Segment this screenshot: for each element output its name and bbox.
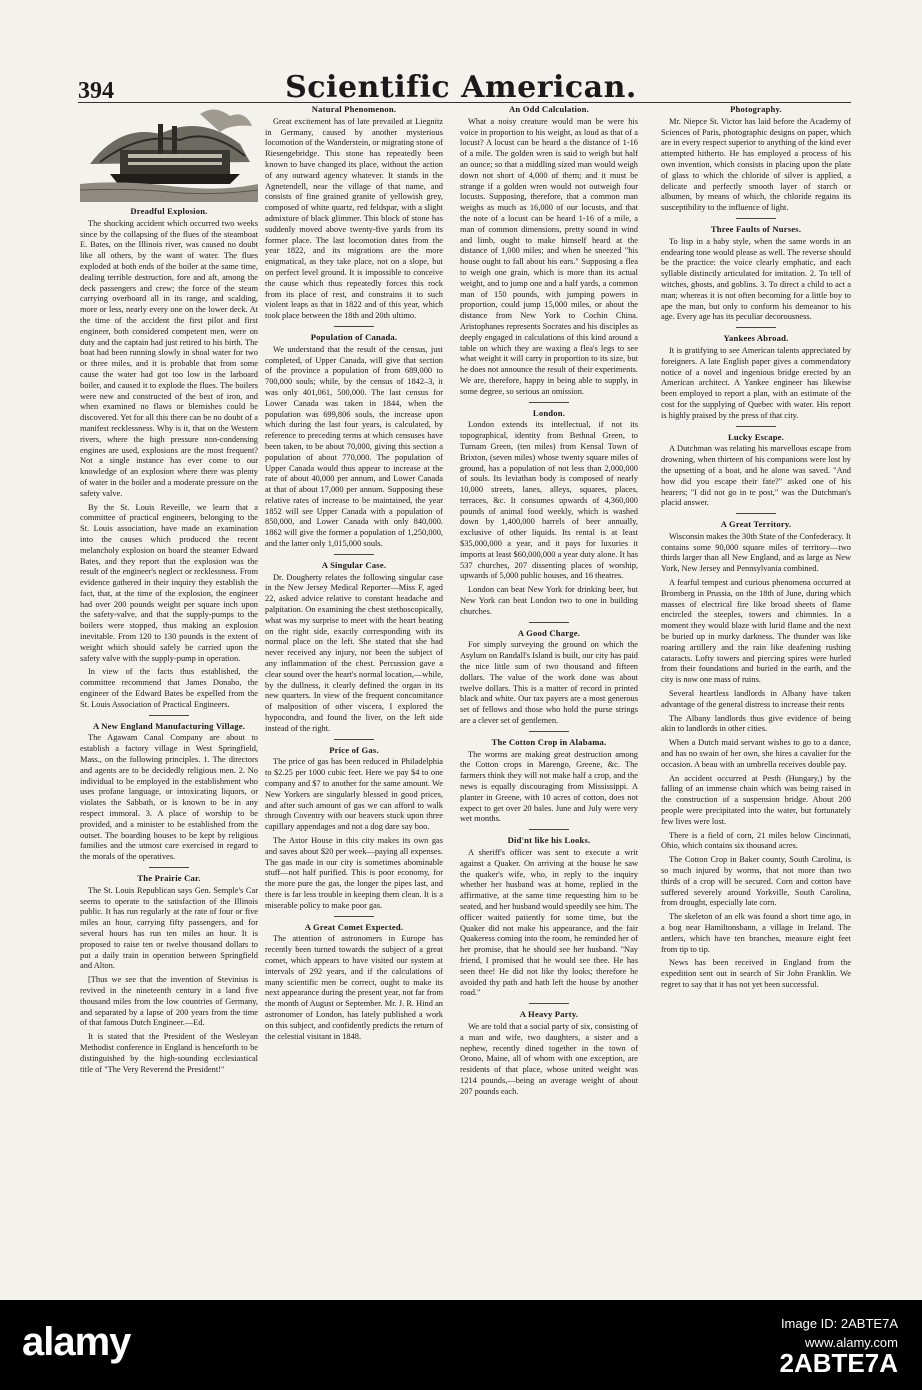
article-title: A New England Manufacturing Village.	[92, 720, 246, 731]
article-title: Dreadful Explosion.	[130, 206, 208, 216]
article-paragraph: To lisp in a baby style, when the same words in an endearing tone would please as well. The reverse should be the practice: the voice clearly emphatic, and each syllable distinctly articulated for imitation. 2. To tell of witches, ghosts, and goblins. 3. To direct a child to act a man; whereas it is not often becoming for a little boy to ape the man, but only to conform his demeanor to his age. Every age has its peculiar decorousness.	[661, 236, 851, 322]
article-paragraph: A sheriff's officer was sent to execute a writ against a Quaker. On arriving at the house he saw the quaker's wife, who, in reply to the inquiry whether her husband was at home, replied in the affirmative, at the same time requesting him to be seated, and her husband would speedily see him. The officer waited patiently for some time, but the Quaker did not make his appearance, and the fair Quakeress coming into the room, he reminded her of her promise, that he should see her husband. "Nay friend, I promised that he would see thee. He has seen thee! He did not like thy looks; therefore he avoided thy path and hath left the house by another road."	[460, 848, 639, 998]
masthead-title: Scientific American.	[285, 70, 637, 105]
article-title: The Prairie Car.	[137, 873, 201, 884]
article-paragraph: Dr. Dougherty relates the following singular case in the New Jersey Medical Reporter—Miss F, aged 22, asked advice relative to constant headache and palpitation. On examining the chest stethoscopically, what was my surprise to meet with the heart beating on the right side, exactly corresponding with its normal place on the left. She stated that she had never received any injury, nor been the subject of any inflammation of the chest. Percussion gave a clear sound over the heart's normal location,—while, by the dullness, it clearly defined the organ in its new quarters. In view of the frequent concomitance of malposition of other viscera, I explored the hypocondra, and found the liver, on the left side instead of the right.	[265, 572, 443, 733]
steamboat-explosion-engraving	[80, 104, 258, 202]
article-paragraph: Wisconsin makes the 30th State of the Confederacy. It contains some 90,000 square miles of territory—two thirds larger than all New England, and as large as New York, New Jersey and Pennsylvania combined.	[661, 531, 851, 574]
article-separator	[149, 715, 189, 716]
article-paragraph: What a noisy creature would man be were his voice in proportion to his weight, as loud as that of a locust? A locust can be heard a the distance of 1-16 of a mile. The golden wren is said to weigh but half an ounce; so that a middling sized man would weigh down not short of 4,000 of them; and it must be strange if a golden wren would not outweigh four locusts. Supposing, therefore, that a common man weighs as much as 16,000 of our locusts, and that the note of a locust can be heard 1-16 of a mile, a man of common dimensions, pretty sound in wind and limb, ought to make himself heard at the distance of 1,000 miles; and when he sneezed "his house ought to fall about his ears." Supposing a flea to weigh one grain, which is more than its actual weight, and to jump one and a half yards, a common man of 150 pounds, with jumping powers in proportion, could jump 15,000 miles, or about the distance from New York to Cochin China. Aristophanes represents Socrates and his disciples as deeply engaged in calculations of this kind around a table on which they are waxing a flea's legs to see what weight it will carry in proportion to its size, but he does not announce the result of their experiments. We are, therefore, happy in being able to supply, in some degree, so serious an omission.	[460, 116, 638, 396]
article-title: A Heavy Party.	[519, 1009, 579, 1020]
article-separator	[529, 622, 569, 623]
article-paragraph: News has been received in England from the expedition sent out in search of Sir John Franklin. We regret to say that it has not yet been successful.	[661, 958, 851, 989]
article-separator	[736, 218, 776, 219]
column-4	[661, 104, 851, 994]
article-title: The Cotton Crop in Alabama.	[491, 736, 607, 747]
article-paragraph: There is a field of corn, 21 miles below Cincinnati, Ohio, which contains six thousand acres.	[661, 830, 851, 851]
article-paragraph: The price of gas has been reduced in Philadelphia to $2.25 per 1000 cubic feet. Here we pay $4 to one company and $7 to another for the same amount. We New Yorkers are singularly blessed in good prices, and after such amount of gas we can afford to walk through Coventry with our beavers stuck upon three capillary appendages and not a dog dare say boo.	[265, 757, 443, 832]
article-paragraph: By the St. Louis Reveille, we learn that a committee of practical engineers, belonging to the St. Louis association, have made an examination into the causes which produced the recent melancholy explosion on board the steamer Edward Bates, and they report that the explosion was the result of the engineer's neglect or recklessness. From evidence gathered in their inquiry they establish the fact, that, at the time of the explosion, the engineer had over 200 pounds weight per square inch upon the safety-valve, and that the supply-pumps to the boilers were stopped, thus making an explosion inevitable. From 120 to 130 pounds is the extent of weight which should safely be carried upon the safety valve with the supply-pump in operation.	[80, 502, 258, 663]
watermark-url: www.alamy.com	[805, 1335, 898, 1350]
article-paragraph: The Albany landlords thus give evidence of being akin to landlords in other cities.	[661, 713, 851, 734]
article-paragraph: It is stated that the President of the Wesleyan Methodist conference in England is henceforth to be distinguished by the high-sounding ecclesiastical title of "The Very Reverend the President!"	[80, 1032, 258, 1074]
article-paragraph: [Thus we see that the invention of Stevinius is revived in the nineteenth century in a land five thousand miles from the low countries of Germany, and separated by a lapse of 200 years from the time of that famous Dutch Engineer.—Ed.	[80, 975, 258, 1028]
watermark-info	[779, 1314, 898, 1378]
stock-watermark-bar	[0, 1300, 922, 1390]
article-paragraph: London can beat New York for drinking beer, but New York can beat London two to one in building churches.	[460, 585, 638, 616]
watermark-image-id: Image ID: 2ABTE7A	[780, 1316, 898, 1331]
article-title: London.	[532, 407, 566, 418]
article-title: Did'nt like his Looks.	[507, 835, 591, 846]
article-paragraph: Great excitement has of late prevailed at Liegnitz in Germany, caused by another mysterious locomotion of the Wanderstein, or migrating stone of Riesengebridge. This stone has repeatedly been known to have changed its place, without the action of any outward agency whatever. It stands in the Agnetendell, near the village of that name, and consists of fine grained granite of yellowish grey, composed of white quartz, red feldspar, with a slight admixture of black glimmer. This block of stone has suddenly moved above twenty-five yards from its former place. The last locomotion dates from the year 1822, and its migrations are the more enigmatical, as they take place, not on a slope, but on perfect level ground. It is impossible to conceive the cause which thus repeatedly forces this rock from its place of rest, and constrains it to such violent leaps as that in 1822 and of this year, which took place between the 18th and 20th ultimo.	[265, 116, 443, 321]
article-paragraph: The skeleton of an elk was found a short time ago, in a bog near Hamiltonsbann, a village in Ireland. The antlers, which have ten branches, measure eight feet from tip to tip.	[661, 912, 851, 954]
article-paragraph: The Cotton Crop in Baker county, South Carolina, is so much injured by worms, that not more than two thirds of a crop will be secured. Corn and cotton have suffered severely around Yorkville, South Carolina, from drought, especially late corn.	[661, 855, 851, 908]
article-paragraph: The St. Louis Republican says Gen. Semple's Car seems to operate to the satisfaction of the Illinois public. It has run regularly at the rate of four or five miles an hour, carrying fifty passengers, and for several hours has run ten miles an hour. It is proposed to raise ten or twelve thousand dollars to put a daily train in operation between Springfield and Alton.	[80, 885, 258, 971]
article-separator	[334, 554, 374, 555]
article-paragraph: A Dutchman was relating his marvellous escape from drowning, when thirteen of his companions were lost by the upsetting of a boat, and he alone was saved. "And how did you escape their fate?" asked one of his hearers; "I did not go in te post," was the Dutchman's placid answer.	[661, 444, 851, 508]
article-separator	[736, 327, 776, 328]
watermark-id-large: 2ABTE7A	[779, 1348, 898, 1378]
article-separator	[529, 731, 569, 732]
article-title: Yankees Abroad.	[723, 333, 789, 344]
article-separator	[334, 739, 374, 740]
column-3	[460, 104, 638, 1101]
column-1-articles	[80, 206, 258, 1075]
article-paragraph: An accident occurred at Pesth (Hungary,) by the falling of an immense chain which was being raised in the construction of a suspension bridge. About 200 people were precipitated into the water, but fortunately few lives were lost.	[661, 773, 851, 826]
article-title: Three Faults of Nurses.	[710, 223, 802, 234]
article-title: A Great Comet Expected.	[304, 921, 404, 932]
article-title: Photography.	[730, 104, 782, 114]
article-title: Lucky Escape.	[727, 431, 785, 442]
page-number: 394	[78, 78, 114, 104]
article-separator	[334, 326, 374, 327]
article-separator	[529, 1003, 569, 1004]
article-separator	[529, 829, 569, 830]
article-paragraph: Mr. Niepce St. Victor has laid before the Academy of Sciences of Paris, photographic designs on paper, which are in every respect superior to anything of the kind ever attempted hitherto. He has employed a process of his own invention, which consists in placing upon the plate of glass to which the chloride of silver is applied, a delicate and perfectly smooth layer of starch or albumen, by means of which, the chloride regains its susceptibility to the influence of light.	[661, 116, 851, 213]
article-paragraph: The attention of astronomers in Europe has recently been turned towards the subject of a great comet, which appears to have visited our system at intervals of 292 years, and if the calculations of many scientific men be correct, ought to make its next appearance during the present year, not far from the month of August or September. Mr. J. R. Hind an astronomer of London, has lately published a work on this subject, and confidently predicts the return of the celestial visitant in 1848.	[265, 934, 443, 1041]
column-3-articles	[460, 104, 638, 1098]
article-paragraph: In view of the facts thus established, the committee recommend that James Donaho, the engineer of the Edward Bates be expelled from the St. Louis Association of Practical Engineers.	[80, 667, 258, 709]
article-paragraph: A fearful tempest and curious phenomena occurred at Bromberg in Prussia, on the 18th of June, during which masses of electrical fire like broad sheets of flame encircled the steeples, towers and chimnies. In a moment they would blaze with lurid flame and the next be buried up in murky darkness. The thunder was like roaring artillery and the rain like deafening rushing cataracts. Lofty towers and piercing spires were hurled from their foundations and buried in the earth, and the city is now one mass of ruins.	[661, 578, 851, 685]
article-paragraph: We understand that the result of the census, just completed, of Upper Canada, will give that section of the province a population of from 689,000 to 700,000 souls; while, by the census of 1842–3, it was only 401,061, 500,000. The last census for Lower Canada was taken in 1844, when the population was 699,806 souls, the increase upon which during the last four years, is calculated, by reference to preceding terms at which censuses have been taken, to be about 70,000, giving this section a population of about 770,000. The population of Upper Canada would thus appear to increase at the rate of about 40,000 per annum, and Lower Canada at that of about 17,000 per annum. Supposing these relative rates of increase to be maintained, the year 1852 will see Upper Canada with a population of 850,000, and Lower Canada with only 840,000. 1862 will give the former a population of 1,250,000, and the latter only 1,015,000 souls.	[265, 344, 443, 549]
article-title: Population of Canada.	[310, 331, 398, 342]
article-paragraph: We are told that a social party of six, consisting of a man and wife, two daughters, a sister and a nephew, recently dined together in the town of Orono, Maine, all of whom with one exception, are residents of that place, whose united weight was 1214 pounds,—being an average weight of about 207 pounds each.	[460, 1021, 638, 1096]
article-title: Natural Phenomenon.	[311, 104, 397, 114]
column-4-articles	[661, 104, 851, 991]
article-separator	[529, 402, 569, 403]
article-paragraph: The Astor House in this city makes its own gas and saves about $20 per week—paying all expenses. The gas made in our city is sometimes abominable stuff—not half purified. This is poor economy, for the more pure the gas, the longer the pipes last, and there is far less trouble in keeping them clean. It is a miserable policy to make poor gas.	[265, 836, 443, 910]
column-2-articles	[265, 104, 443, 1042]
article-separator	[334, 916, 374, 917]
article-paragraph: Several heartless landlords in Albany have taken advantage of the general distress to increase their rents	[661, 689, 851, 709]
article-title: A Great Territory.	[720, 519, 792, 530]
article-separator	[736, 513, 776, 514]
article-separator	[736, 426, 776, 427]
article-title: A Singular Case.	[321, 559, 387, 570]
article-paragraph: The Agawam Canal Company are about to establish a factory village in West Springfield, Mass., on the following principles. 1. The directors and agents are to be decidedly religious men. 2. No individual to be employed in the establishment who uses profane language, or intoxicating liquors, or violates the Sabbath, or is known to be in any respect immoral. 3. A place of worship to be provided, and a minister to be established from the outset. The boarding houses to be kept by religious families and the utmost care exercised in regard to the morals of the operatives.	[80, 733, 258, 862]
column-2	[265, 104, 443, 1045]
article-title: An Odd Calculation.	[509, 104, 589, 114]
article-paragraph: For simply surveying the ground on which the Asylum on Randall's Island is built, our city has paid the nice little sum of two thousand and fifteen dollars. The value of the work done was about twelve dollars. This is a matter of record in printed black and white. Our tax payers are a most generous set of fellows and those who hold the purse strings are a clever set of gentlemen.	[460, 640, 638, 726]
watermark-brand: alamy	[22, 1320, 131, 1364]
article-separator	[149, 867, 189, 868]
article-paragraph: The shocking accident which occurred two weeks since by the collapsing of the flues of the steamboat E. Bates, on the Illinois river, was caused no doubt like all others, by the want of water. The flues exploded at both ends of the boiler at the same time, dealing terrible destruction, fore and aft, among the deck passengers and crew; the force of the steam carrying overboard all in its range, and scalding, more or less, nearly every one on the lower deck. At the time of the accident the first pilot and first engineer, both considered competent men, were on duty and the captain had just retired to his birth. The boat had been running slowly in shoal water for two or three miles, and it is probable that from some cause the water had got too low in the larboard boiler, and caused it to explode the flues. The boilers were new and constructed of the best of iron, and when examined no flaws or blemishes could be discovered. Yet for all this there can be no doubt of a manifest recklessness. Why is it, that on the Western rivers, where the high pressure non-condensing engines are used, explosions are the most frequent? Not a single instance has ever come to our knowledge of an explosion where there was plenty of water in the boiler and a moderate pressure on the safety valve.	[80, 218, 258, 498]
article-title: Price of Gas.	[329, 744, 379, 755]
article-paragraph: When a Dutch maid servant wishes to go to a dance, and has no swain of her own, she hires a cavalier for the occasion. A beau with an umbrella receives double pay.	[661, 738, 851, 769]
article-paragraph: London extends its intellectual, if not its topographical, identity from Bethnal Green, to Turnam Green, (ten miles) from Kensal Town of Brixton, (seven miles) whose twenty square miles of ground, has a population of not less than 2,000,000 of souls. Its leviathan body is composed of nearly 10,000 streets, lanes, alleys, squares, places, terraces, &c. It consumes upwards of 4,360,000 pounds of animal food weekly, which is washed down by 1,400,000 barrels of beer annually, exclusive of other liquids. Its rental is at least $35,000,000 a year, and it pays for luxuries it imports at least $60,000,000 a year duty alone. It has 537 churches, 207 dissenting places of worship, upwards of 5,000 public houses, and 16 theatres.	[460, 420, 638, 581]
header-rule	[78, 102, 851, 103]
article-title: A Good Charge.	[517, 627, 581, 638]
column-1	[80, 104, 258, 1078]
article-paragraph: It is gratifying to see American talents appreciated by foreigners. A late English paper gives a commendatory notice of a novel and ingenious bridge erected by an American architect. A Yankee engineer has likewise been employed to report a plan, with an estimate of the cost for the supplying of Quebec with water. His report is highly praised by the press of that city.	[661, 345, 851, 420]
article-paragraph: The worms are making great destruction among the Cotton crops in Marengo, Greene, &c. The farmers think they will not make half a crop, and the news is equally discouraging from Mississippi. A planter in Greene, with 10 acres of cotton, does not expect to get over 20 bales. June and July were very wet months.	[460, 749, 638, 824]
